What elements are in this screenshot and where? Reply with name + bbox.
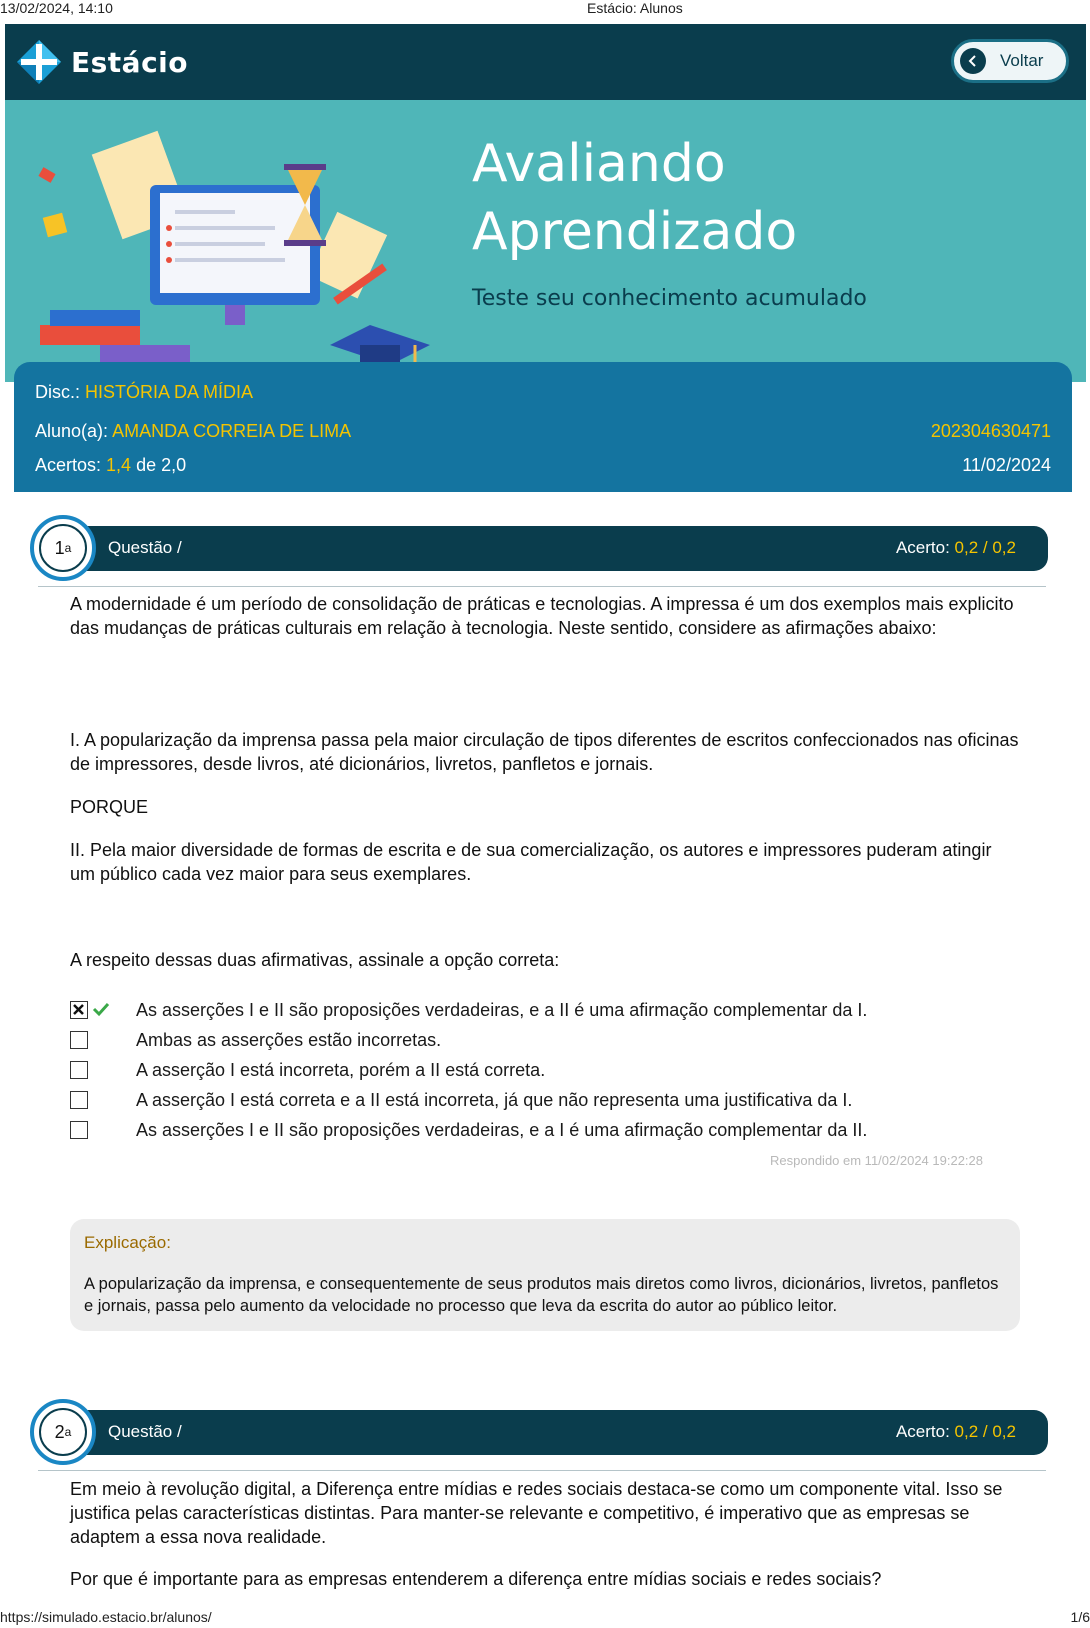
print-url: https://simulado.estacio.br/alunos/: [0, 1609, 212, 1625]
hits-value: 1,4: [106, 455, 132, 475]
estacio-logo-icon: [15, 38, 63, 86]
question-1-statement: A modernidade é um período de consolidação de práticas e tecnologias. A impressa é um dos exemplos mais explicito das mudanças de práticas culturais em relação à tecnologia. Neste sentido, considere as afirmações abaixo:: [70, 594, 1014, 638]
discipline-row: [35, 382, 253, 403]
print-datetime: 13/02/2024, 14:10: [0, 0, 113, 16]
question-1-options: [70, 997, 1020, 1147]
question-1-number-badge: [30, 515, 96, 581]
back-button-label: Voltar: [1000, 51, 1044, 70]
option-e-label: As asserções I e II são proposições verdadeiras, e a I é uma afirmação complementar da II.: [136, 1120, 868, 1140]
option-b-label: Ambas as asserções estão incorretas.: [136, 1030, 442, 1050]
discipline-value: HISTÓRIA DA MÍDIA: [85, 382, 254, 402]
question-1-assertion-1: I. A popularização da imprensa passa pela maior circulação de tipos diferentes de escritos confeccionados nas oficinas de impressores, desde livros, até dicionários, livretos, panfletos e jornais.: [70, 730, 1019, 774]
option-c[interactable]: [70, 1057, 1020, 1087]
hero-banner: [5, 100, 1086, 382]
option-d[interactable]: [70, 1087, 1020, 1117]
question-2-prompt: Por que é importante para as empresas entenderem a diferença entre mídias sociais e redes sociais?: [70, 1569, 882, 1589]
question-1-connector: PORQUE: [70, 797, 149, 817]
student-row: [35, 421, 351, 442]
option-c-label: A asserção I está incorreta, porém a II está correta.: [136, 1060, 546, 1080]
explanation-box: [70, 1219, 1020, 1331]
question-2-score: [896, 1422, 1016, 1442]
checkbox-icon[interactable]: [70, 1031, 88, 1049]
question-1-score-label: Acerto:: [895, 538, 950, 557]
print-footer: [0, 1609, 1090, 1628]
question-1-number: 1: [54, 537, 65, 558]
question-1-ordinal: a: [64, 541, 72, 555]
explanation-text: A popularização da imprensa, e consequentemente de seus produtos mais diretos como livros, dicionários, livretos, panfletos e jornais, passa pelo aumento da velocidade no processo que leva da escrita do autor ao público leitor.: [84, 1275, 999, 1315]
option-a[interactable]: [70, 997, 1020, 1027]
exam-date: 11/02/2024: [962, 455, 1051, 475]
answered-timestamp: Respondido em 11/02/2024 19:22:28: [770, 1153, 983, 1168]
top-bar: [5, 24, 1086, 100]
question-1-title: Questão /: [108, 538, 182, 557]
divider: [38, 1470, 1046, 1471]
question-1-score-total: / 0,2: [978, 538, 1016, 557]
checkbox-icon[interactable]: [70, 1061, 88, 1079]
question-2-ordinal: a: [64, 1425, 72, 1439]
print-page-title: Estácio: Alunos: [587, 0, 683, 16]
hits-row: [35, 455, 186, 476]
hits-total: de 2,0: [136, 455, 187, 475]
correct-check-icon: [92, 1000, 110, 1018]
page-title: [472, 130, 797, 266]
student-id: 202304630471: [930, 421, 1051, 441]
question-2-number: 2: [54, 1421, 65, 1442]
checkbox-icon[interactable]: [70, 1121, 88, 1139]
question-2-score-label: Acerto:: [895, 1422, 950, 1441]
back-button[interactable]: [951, 39, 1069, 83]
page-title-line1: Avaliando: [472, 134, 726, 194]
discipline-label: Disc.:: [35, 382, 80, 402]
brand-name: Estácio: [71, 45, 189, 79]
option-e[interactable]: [70, 1117, 1020, 1147]
question-1-assertion-2: II. Pela maior diversidade de formas de escrita e de sua comercialização, os autores e impressores puderam atingir um público cada vez maior para seus exemplares.: [70, 840, 992, 884]
explanation-title: Explicação:: [84, 1233, 171, 1252]
option-d-label: A asserção I está correta e a II está incorreta, já que não representa uma justificativa da I.: [136, 1090, 853, 1110]
hits-label: Acertos:: [35, 455, 102, 475]
brand-logo[interactable]: [15, 38, 188, 86]
question-2-number-badge: [30, 1399, 96, 1465]
question-2-statement: Em meio à revolução digital, a Diferença entre mídias e redes sociais destaca-se como um componente vital. Isso se justifica pelas características distintas. Para manter-se relevante e competitivo, é imperativo que as empresas se adaptem a essa nova realidade.: [70, 1479, 1003, 1547]
page-subtitle: Teste seu conhecimento acumulado: [472, 286, 867, 311]
question-2-header: [48, 1410, 1048, 1455]
question-1-score-value: 0,2: [954, 538, 979, 557]
page-title-line2: Aprendizado: [472, 202, 798, 262]
question-2-title: Questão /: [108, 1422, 182, 1441]
student-name: AMANDA CORREIA DE LIMA: [112, 421, 352, 441]
print-page-count: 1/6: [1070, 1609, 1090, 1625]
chevron-left-icon: [960, 48, 986, 74]
question-1-header: [48, 526, 1048, 571]
option-a-label: As asserções I e II são proposições verdadeiras, e a II é uma afirmação complementar da I.: [136, 1000, 868, 1020]
question-1-prompt: A respeito dessas duas afirmativas, assinale a opção correta:: [70, 950, 560, 970]
question-2-score-total: / 0,2: [978, 1422, 1016, 1441]
student-label: Aluno(a):: [35, 421, 109, 441]
divider: [38, 586, 1046, 587]
option-b[interactable]: [70, 1027, 1020, 1057]
checkbox-icon[interactable]: [70, 1091, 88, 1109]
student-info-card: [14, 362, 1072, 492]
checked-box-icon[interactable]: [70, 1001, 88, 1019]
question-2-score-value: 0,2: [954, 1422, 979, 1441]
question-1-score: [896, 538, 1016, 558]
print-header: [0, 0, 1090, 18]
